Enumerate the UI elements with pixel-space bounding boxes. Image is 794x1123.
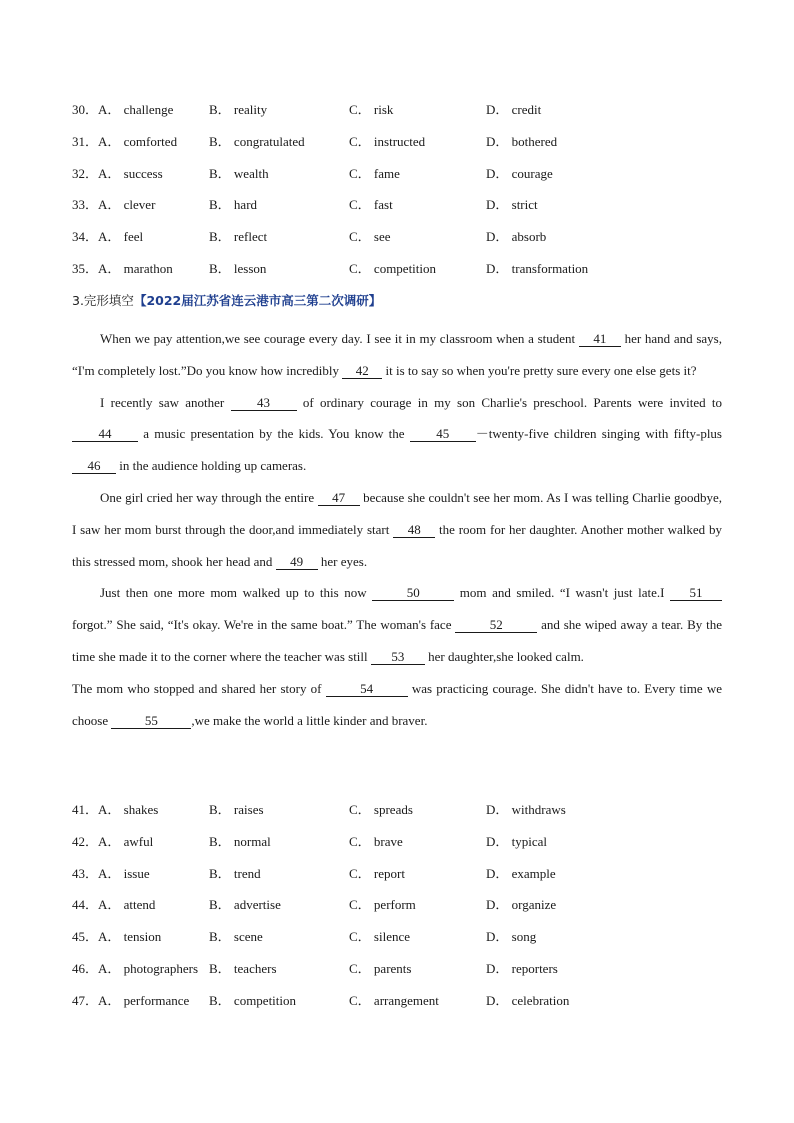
- option-b-text: wealth: [233, 165, 269, 181]
- option-d-text: typical: [511, 833, 548, 849]
- option-d-letter: D．: [486, 929, 512, 945]
- option-row-35: [72, 259, 732, 279]
- option-row-44: [72, 895, 732, 915]
- option-d-text: credit: [511, 102, 542, 117]
- blank-51: 51: [670, 585, 722, 601]
- option-a-letter: 46．A．: [72, 961, 124, 976]
- option-d-letter: D．: [486, 197, 512, 213]
- option-d: [486, 959, 558, 979]
- option-d-letter: D．: [486, 833, 512, 849]
- passage-text: her hand and says, “I'm completely lost.”Do you know how incredibly: [72, 331, 722, 378]
- passage-paragraph-4: [72, 577, 722, 672]
- passage-text: and she wiped away a tear. By the time she made it to the corner where the teacher was still: [72, 617, 722, 664]
- option-a-text: feel: [123, 229, 144, 245]
- option-c-text: see: [373, 229, 391, 245]
- option-d-text: strict: [511, 197, 538, 213]
- option-c: [349, 832, 403, 852]
- option-c-letter: C．: [349, 865, 374, 881]
- option-b: [209, 959, 277, 979]
- option-c: [349, 100, 393, 120]
- option-b: [209, 132, 305, 152]
- passage-paragraph-2: [72, 387, 722, 482]
- passage-text: because she couldn't see her mom. As I was telling Charlie goodbye, I saw her mom burst through the door,and immediately start: [72, 489, 722, 537]
- option-c: [349, 991, 439, 1011]
- option-row-41: [72, 800, 732, 820]
- option-b-letter: B．: [209, 865, 234, 881]
- option-c-letter: C．: [349, 961, 374, 976]
- option-c: [349, 227, 391, 247]
- option-b-letter: B．: [209, 897, 234, 913]
- option-a-letter: 44．A．: [72, 897, 124, 913]
- option-c: [349, 132, 425, 152]
- option-b-letter: B．: [209, 197, 234, 213]
- option-b-letter: B．: [209, 929, 234, 945]
- option-a-letter: 47．A．: [72, 992, 124, 1008]
- option-b: [209, 100, 267, 120]
- option-d: [486, 227, 546, 247]
- option-d: [486, 800, 566, 820]
- option-row-45: [72, 927, 732, 947]
- option-d: [486, 895, 556, 915]
- option-row-47: [72, 991, 732, 1011]
- option-c-text: brave: [373, 833, 403, 849]
- option-b-text: reflect: [233, 229, 268, 245]
- cloze-passage: [72, 323, 722, 736]
- option-d-text: organize: [511, 897, 557, 913]
- blank-42: 42: [342, 363, 382, 379]
- option-a-letter: 45．A．: [72, 929, 124, 945]
- option-d: [486, 259, 588, 279]
- option-a-text: tension: [123, 929, 162, 945]
- option-d-letter: D．: [486, 961, 512, 976]
- option-row-34: [72, 227, 732, 247]
- option-a-text: success: [123, 165, 163, 181]
- option-d: [486, 164, 553, 184]
- blank-43: 43: [231, 395, 297, 411]
- option-d: [486, 991, 569, 1011]
- option-a-text: issue: [123, 865, 150, 881]
- section-label: 3.完形填空: [72, 293, 134, 308]
- option-c-text: silence: [373, 929, 411, 945]
- option-c-text: parents: [373, 961, 412, 976]
- passage-text: Just then one more mom walked up to this now: [100, 585, 373, 601]
- option-d-text: withdraws: [511, 802, 566, 817]
- passage-text: her daughter,she looked calm.: [424, 648, 584, 664]
- option-d: [486, 864, 556, 884]
- option-b-text: scene: [233, 929, 263, 945]
- option-b-letter: B．: [209, 833, 234, 849]
- passage-text: in the audience holding up cameras.: [116, 458, 307, 474]
- passage-text: a music presentation by the kids. You know the: [138, 426, 410, 442]
- option-a-letter: 33．A．: [72, 197, 124, 213]
- option-b-letter: B．: [209, 229, 234, 245]
- option-c-letter: C．: [349, 165, 374, 181]
- option-d-text: celebration: [511, 992, 570, 1008]
- option-c-letter: C．: [349, 833, 374, 849]
- option-d-letter: D．: [486, 897, 512, 913]
- option-a-letter: 32．A．: [72, 165, 124, 181]
- option-d-text: courage: [511, 165, 553, 181]
- option-a-text: challenge: [123, 102, 174, 117]
- passage-text: was practicing courage. She didn't have to. Every time we choose: [72, 680, 722, 728]
- option-c-letter: C．: [349, 897, 374, 913]
- option-b-text: hard: [233, 197, 258, 213]
- blank-50: 50: [372, 585, 454, 601]
- option-b-letter: B．: [209, 133, 234, 149]
- option-c-text: risk: [373, 102, 394, 117]
- option-c-text: arrangement: [373, 992, 439, 1008]
- option-c: [349, 864, 405, 884]
- option-b-text: reality: [233, 102, 268, 117]
- option-row-31: [72, 132, 732, 152]
- option-c-text: instructed: [373, 133, 426, 149]
- option-row-43: [72, 864, 732, 884]
- option-b-letter: B．: [209, 961, 234, 976]
- option-c-text: perform: [373, 897, 416, 913]
- option-a-text: attend: [123, 897, 156, 913]
- blank-48: 48: [393, 522, 435, 538]
- passage-text: I recently saw another: [100, 394, 231, 410]
- option-a: [72, 895, 155, 915]
- option-a-text: awful: [123, 833, 154, 849]
- option-a-text: performance: [123, 992, 190, 1008]
- option-b-letter: B．: [209, 261, 234, 276]
- option-b-text: raises: [233, 802, 264, 817]
- option-a: [72, 195, 155, 215]
- option-c-text: spreads: [373, 802, 413, 817]
- option-a: [72, 959, 198, 979]
- option-b-letter: B．: [209, 802, 234, 817]
- option-c: [349, 800, 413, 820]
- blank-44: 44: [72, 426, 138, 442]
- option-d-text: reporters: [511, 961, 558, 976]
- option-c-letter: C．: [349, 929, 374, 945]
- option-d-text: absorb: [511, 229, 547, 245]
- option-d: [486, 100, 541, 120]
- option-a: [72, 100, 173, 120]
- option-d-letter: D．: [486, 261, 512, 276]
- option-d-text: transformation: [511, 261, 589, 276]
- option-a-letter: 35．A．: [72, 261, 124, 276]
- option-d: [486, 832, 547, 852]
- option-d-text: bothered: [511, 133, 558, 149]
- passage-text: of ordinary courage in my son Charlie's preschool. Parents were invited to: [296, 394, 722, 410]
- option-d-letter: D．: [486, 165, 512, 181]
- option-b-letter: B．: [209, 992, 234, 1008]
- passage-paragraph-5: [72, 673, 722, 737]
- section-heading: [72, 291, 381, 311]
- option-c-text: fast: [373, 197, 393, 213]
- passage-text: her eyes.: [317, 553, 368, 569]
- option-d-text: song: [511, 929, 537, 945]
- option-a: [72, 832, 153, 852]
- option-b: [209, 259, 266, 279]
- option-b-text: normal: [233, 833, 271, 849]
- option-c: [349, 895, 416, 915]
- option-a-text: photographers: [123, 961, 199, 976]
- option-d-letter: D．: [486, 102, 512, 117]
- option-a: [72, 800, 158, 820]
- option-d: [486, 132, 557, 152]
- option-a: [72, 164, 163, 184]
- option-a-letter: 34．A．: [72, 229, 124, 245]
- option-a: [72, 132, 177, 152]
- passage-paragraph-1: [72, 323, 722, 387]
- option-row-32: [72, 164, 732, 184]
- option-b: [209, 895, 281, 915]
- option-c: [349, 959, 411, 979]
- option-a-text: shakes: [123, 802, 159, 817]
- blank-47: 47: [318, 490, 360, 506]
- option-b-letter: B．: [209, 102, 234, 117]
- option-a-text: clever: [123, 197, 156, 213]
- option-row-42: [72, 832, 732, 852]
- option-b: [209, 164, 269, 184]
- option-c-letter: C．: [349, 229, 374, 245]
- passage-text: it is to say so when you're pretty sure every one else gets it?: [382, 362, 697, 378]
- option-row-46: [72, 959, 732, 979]
- option-b-text: congratulated: [233, 133, 305, 149]
- option-b: [209, 927, 263, 947]
- option-d-letter: D．: [486, 992, 512, 1008]
- passage-text: －twenty-five children singing with fifty-plus: [475, 426, 722, 442]
- option-b: [209, 800, 264, 820]
- option-b-text: trend: [233, 865, 261, 881]
- option-a: [72, 864, 150, 884]
- blank-55: 55: [111, 713, 191, 729]
- option-a: [72, 927, 161, 947]
- option-c: [349, 927, 410, 947]
- section-source: 【2022届江苏省连云港市高三第二次调研】: [133, 293, 382, 308]
- blank-45: 45: [410, 426, 476, 442]
- option-a: [72, 991, 189, 1011]
- option-c: [349, 164, 400, 184]
- blank-53: 53: [371, 649, 425, 665]
- option-c-letter: C．: [349, 197, 374, 213]
- passage-text: The mom who stopped and shared her story of: [72, 680, 326, 696]
- option-b-text: competition: [233, 992, 297, 1008]
- option-d-letter: D．: [486, 802, 512, 817]
- option-d: [486, 927, 536, 947]
- option-a-text: comforted: [123, 133, 178, 149]
- option-b-text: teachers: [233, 961, 277, 976]
- option-a-letter: 42．A．: [72, 833, 124, 849]
- option-c: [349, 195, 393, 215]
- option-d-letter: D．: [486, 865, 512, 881]
- option-d-letter: D．: [486, 133, 512, 149]
- passage-text: When we pay attention,we see courage every day. I see it in my classroom when a student: [100, 331, 579, 346]
- option-b-text: lesson: [233, 261, 267, 276]
- option-row-33: [72, 195, 732, 215]
- option-c-letter: C．: [349, 261, 374, 276]
- blank-49: 49: [276, 554, 318, 570]
- passage-text: mom and smiled. “I wasn't just late.I: [454, 585, 671, 601]
- blank-46: 46: [72, 458, 116, 474]
- option-b-text: advertise: [233, 897, 281, 913]
- passage-text: the room for her daughter. Another mother walked by this stressed mom, shook her head and: [72, 521, 722, 569]
- option-c-text: competition: [373, 261, 437, 276]
- option-b: [209, 227, 267, 247]
- option-a-letter: 41．A．: [72, 802, 124, 817]
- passage-paragraph-3: [72, 482, 722, 577]
- passage-text: ,we make the world a little kinder and braver.: [191, 712, 428, 728]
- option-b: [209, 991, 296, 1011]
- option-d-text: example: [511, 865, 556, 881]
- option-b-letter: B．: [209, 165, 234, 181]
- passage-text: forgot.” She said, “It's okay. We're in the same boat.” The woman's face: [72, 617, 456, 633]
- option-b: [209, 195, 257, 215]
- passage-text: One girl cried her way through the entire: [100, 489, 318, 505]
- option-c-letter: C．: [349, 102, 374, 117]
- option-a-text: marathon: [123, 261, 173, 276]
- option-c-letter: C．: [349, 992, 374, 1008]
- option-a-letter: 31．A．: [72, 133, 124, 149]
- blank-52: 52: [455, 617, 537, 633]
- option-d: [486, 195, 538, 215]
- option-c-text: fame: [373, 165, 400, 181]
- option-c-letter: C．: [349, 802, 374, 817]
- option-a: [72, 259, 173, 279]
- option-c-text: report: [373, 865, 405, 881]
- option-a: [72, 227, 143, 247]
- option-b: [209, 832, 271, 852]
- option-b: [209, 864, 261, 884]
- blank-41: 41: [579, 331, 621, 347]
- option-row-30: [72, 100, 732, 120]
- blank-54: 54: [326, 681, 408, 697]
- option-a-letter: 30．A．: [72, 102, 124, 117]
- option-c: [349, 259, 436, 279]
- option-d-letter: D．: [486, 229, 512, 245]
- option-c-letter: C．: [349, 133, 374, 149]
- option-a-letter: 43．A．: [72, 865, 124, 881]
